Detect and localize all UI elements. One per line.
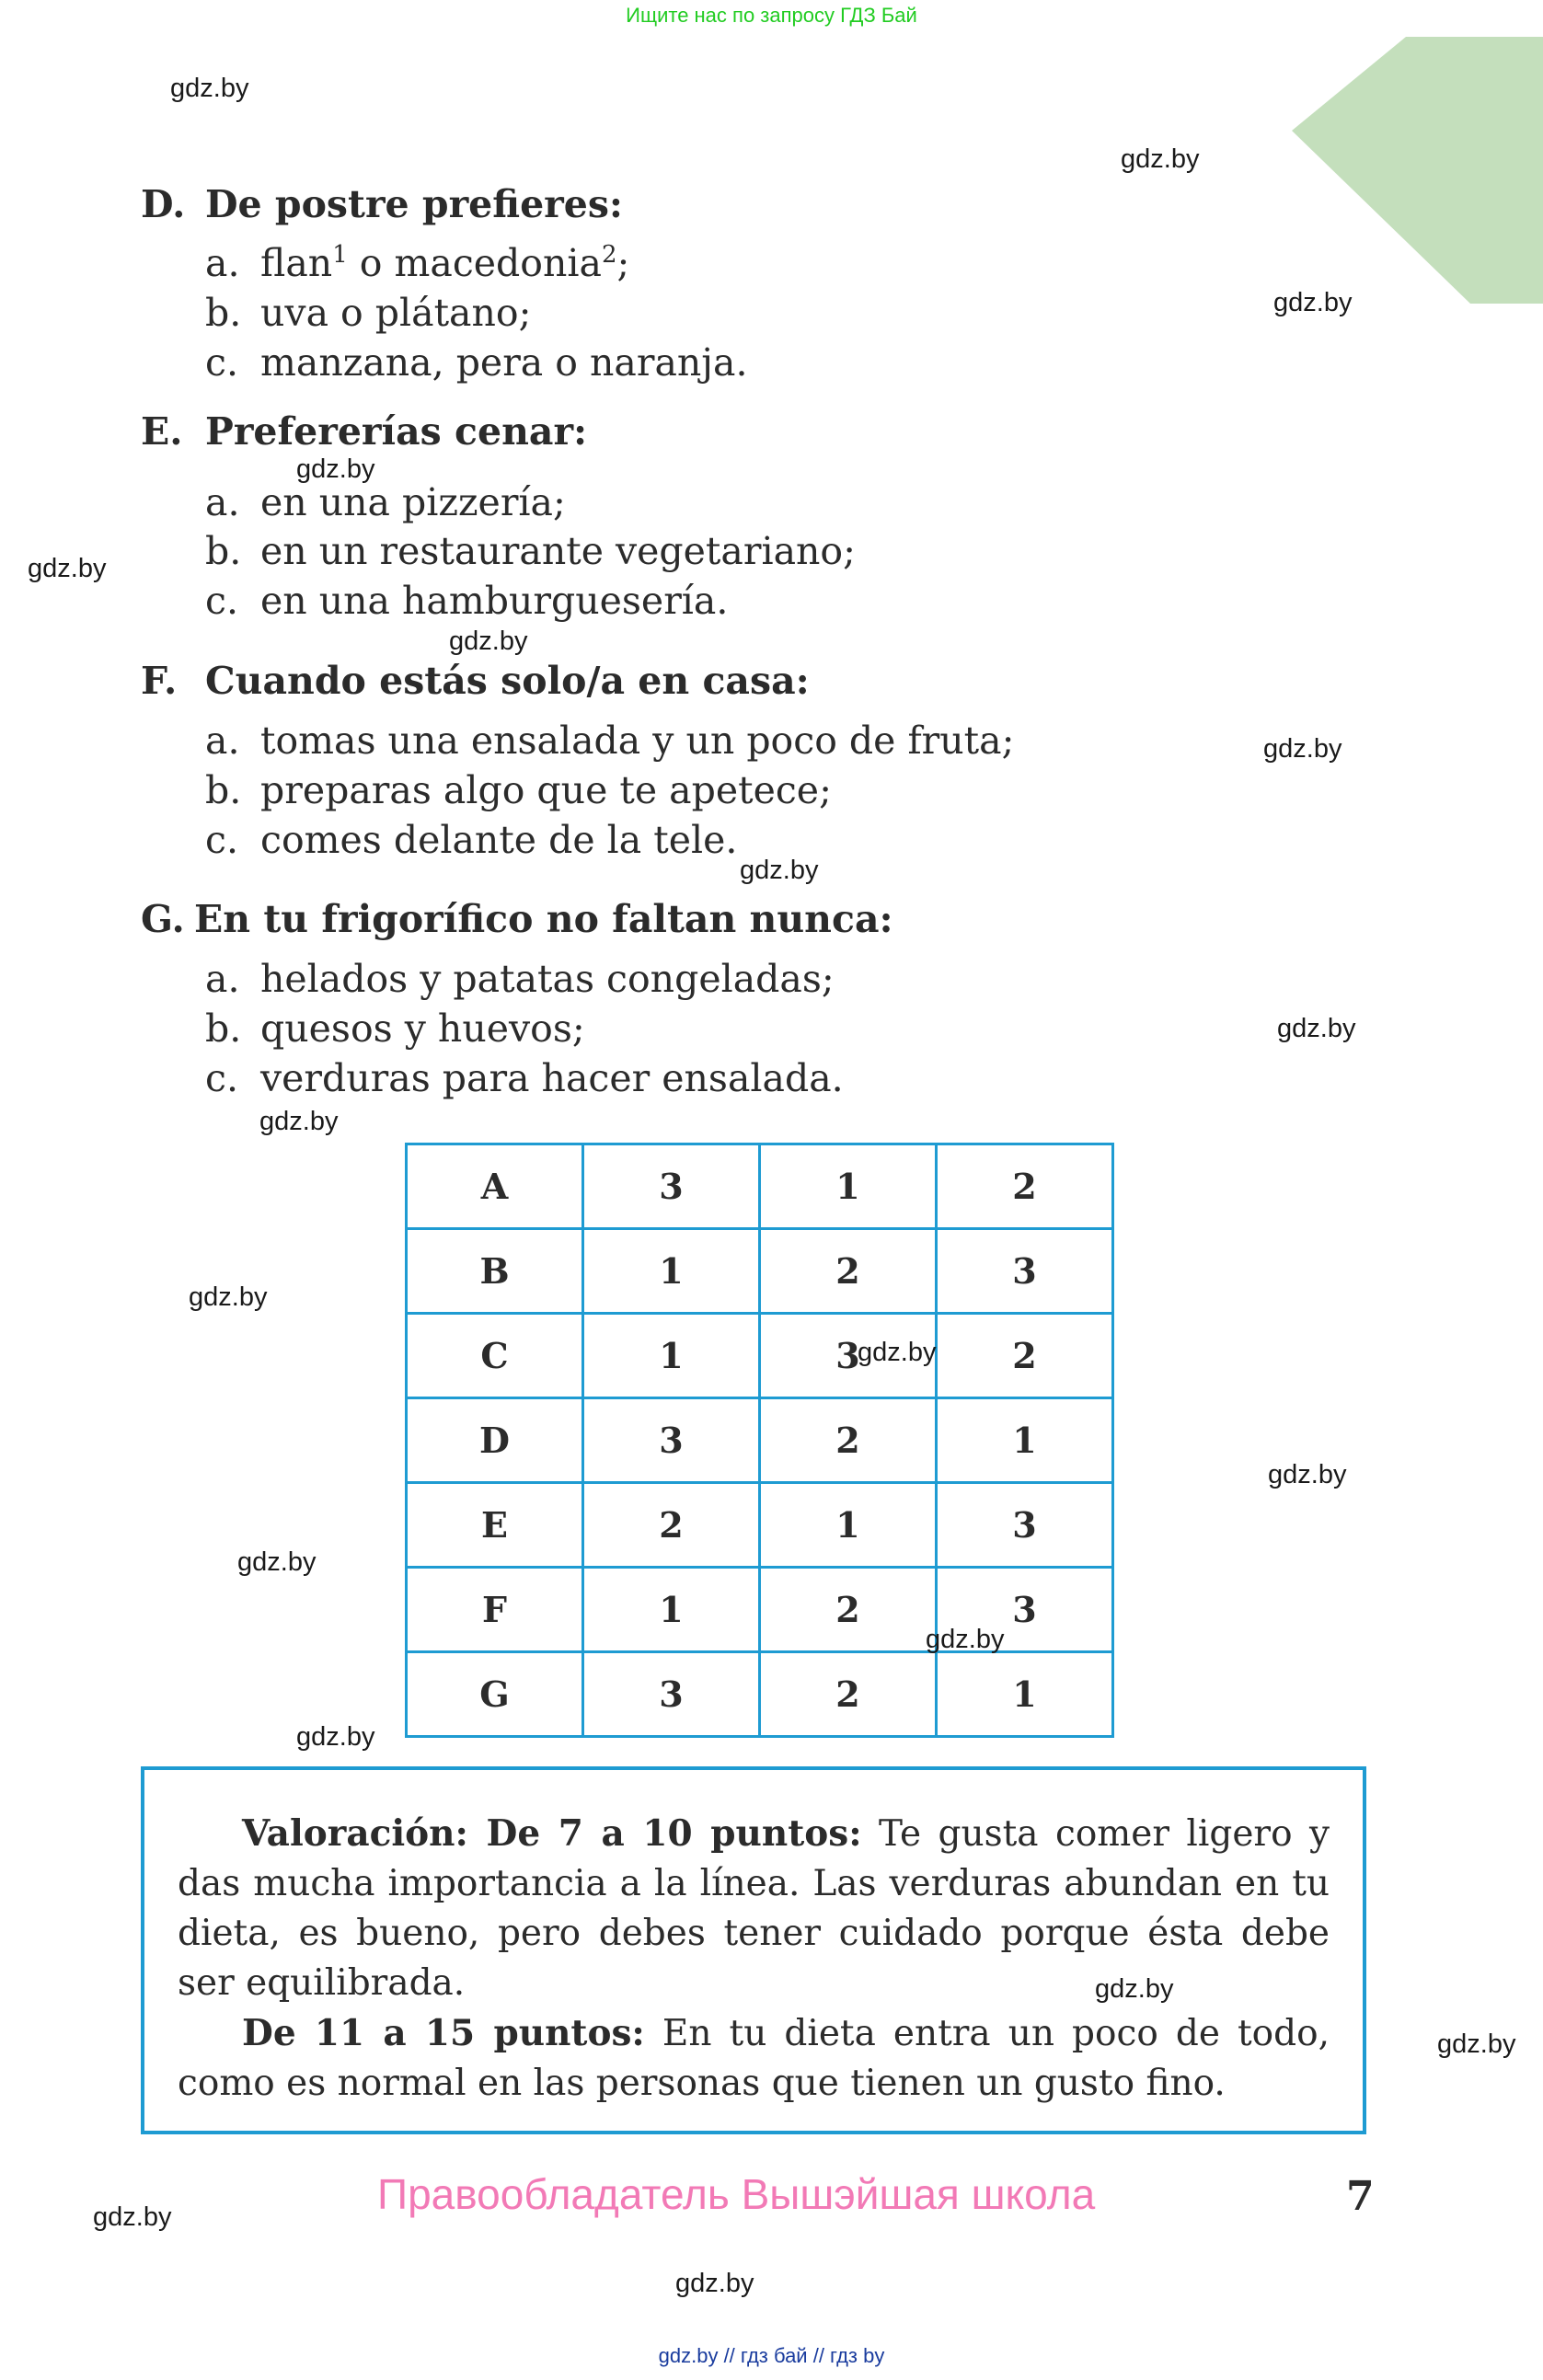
option-text-part: o macedonia [347, 241, 602, 285]
question-title: De postre prefieres: [205, 182, 624, 226]
score-table [405, 1143, 1114, 1738]
watermark: gdz.by [296, 454, 375, 484]
watermark: gdz.by [1273, 288, 1353, 317]
question-title: Prefererías cenar: [205, 409, 588, 454]
option-text: preparas algo que te apetece; [260, 768, 832, 812]
table-cell: 3 [937, 1229, 1113, 1314]
table-cell: 1 [760, 1483, 937, 1568]
question-g-heading [141, 897, 893, 941]
question-g-option-c [205, 1056, 844, 1100]
option-label: b. [205, 1006, 242, 1051]
question-g-option-a [205, 957, 835, 1001]
option-label: c. [205, 1056, 238, 1100]
table-row [407, 1568, 1113, 1652]
table-cell: 2 [937, 1144, 1113, 1229]
table-cell: 1 [937, 1652, 1113, 1737]
table-cell: 1 [583, 1229, 760, 1314]
watermark: gdz.by [449, 627, 528, 656]
valoracion-box [141, 1766, 1366, 2134]
question-title: Cuando estás solo/a en casa: [205, 659, 810, 703]
watermark: gdz.by [1095, 1974, 1174, 2004]
table-row [407, 1398, 1113, 1483]
table-cell: C [407, 1314, 583, 1398]
question-letter: G. [141, 897, 185, 941]
watermark: gdz.by [93, 2202, 172, 2232]
table-cell: A [407, 1144, 583, 1229]
question-d-option-c [205, 340, 747, 385]
footnote-ref: 2 [601, 241, 617, 269]
table-cell: D [407, 1398, 583, 1483]
option-text: en una pizzería; [260, 480, 566, 524]
option-text: manzana, pera o naranja. [260, 340, 748, 385]
valoracion-text: En tu dieta entra un poco de todo, como es normal en las personas que tienen un gusto fino. [178, 2013, 1330, 2104]
table-cell: 2 [937, 1314, 1113, 1398]
option-label: a. [205, 719, 240, 763]
question-g-option-b [205, 1006, 585, 1051]
question-letter: E. [141, 409, 183, 454]
question-title: En tu frigorífico no faltan nunca: [194, 897, 893, 941]
option-label: a. [205, 957, 240, 1001]
question-f-option-b [205, 768, 832, 812]
question-d-option-b [205, 291, 531, 335]
table-cell: 1 [760, 1144, 937, 1229]
option-text: comes delante de la tele. [260, 818, 738, 862]
corner-decoration [1277, 37, 1543, 304]
question-f-option-c [205, 818, 737, 862]
option-text: uva o plátano; [260, 291, 532, 335]
question-d-option-a [205, 241, 629, 285]
table-cell: 3 [583, 1652, 760, 1737]
table-cell: 1 [937, 1398, 1113, 1483]
rights-holder: Правообладатель Вышэйшая школа [377, 2170, 1096, 2218]
question-e-heading [141, 409, 587, 454]
option-text: quesos y huevos; [260, 1006, 585, 1051]
watermark: gdz.by [170, 74, 249, 103]
option-text: en una hamburguesería. [260, 579, 729, 623]
option-text-part: ; [616, 241, 630, 285]
table-cell: G [407, 1652, 583, 1737]
table-row [407, 1483, 1113, 1568]
watermark: gdz.by [1268, 1460, 1347, 1489]
watermark: gdz.by [1277, 1014, 1356, 1043]
table-cell: 1 [583, 1314, 760, 1398]
valoracion-text: Te gusta comer ligero y das mucha importancia a la línea. Las verduras abundan en tu dieta, es bueno, pero debes tener cuidado porque ésta debe ser equilibrada. [178, 1813, 1330, 2004]
table-row [407, 1229, 1113, 1314]
option-label: c. [205, 340, 238, 385]
watermark: gdz.by [237, 1547, 317, 1577]
question-f-heading [141, 659, 810, 703]
table-cell: 2 [760, 1398, 937, 1483]
page-number: 7 [1346, 2173, 1375, 2220]
question-f-option-a [205, 719, 1014, 763]
table-cell: 3 [583, 1144, 760, 1229]
table-row [407, 1144, 1113, 1229]
valoracion-heading: Valoración: De 7 a 10 puntos: [242, 1812, 862, 1855]
watermark: gdz.by [1263, 734, 1342, 764]
option-label: c. [205, 818, 238, 862]
option-label: b. [205, 768, 242, 812]
table-cell: 3 [937, 1568, 1113, 1652]
question-letter: D. [141, 182, 186, 226]
table-row [407, 1652, 1113, 1737]
option-text: en un restaurante vegetariano; [260, 529, 856, 573]
footer-links[interactable]: gdz.by // гдз бай // гдз by [658, 2344, 885, 2367]
watermark: gdz.by [1437, 2029, 1516, 2059]
question-e-option-b [205, 529, 856, 573]
question-letter: F. [141, 659, 178, 703]
question-e-option-a [205, 480, 566, 524]
watermark: gdz.by [926, 1625, 1005, 1654]
option-label: c. [205, 579, 238, 623]
watermark: gdz.by [28, 554, 107, 583]
option-label: b. [205, 529, 242, 573]
valoracion-paragraph-2 [178, 2008, 1330, 2109]
table-cell: F [407, 1568, 583, 1652]
watermark: gdz.by [858, 1338, 937, 1367]
top-search-banner: Ищите нас по запросу ГДЗ Бай [626, 4, 917, 27]
table-cell: E [407, 1483, 583, 1568]
corner-green-polygon [1292, 37, 1543, 304]
table-cell: 2 [760, 1229, 937, 1314]
table-row [407, 1314, 1113, 1398]
table-cell: 2 [760, 1652, 937, 1737]
table-cell: 3 [937, 1483, 1113, 1568]
option-label: a. [205, 480, 240, 524]
watermark: gdz.by [296, 1722, 375, 1752]
table-cell: 3 [760, 1314, 937, 1398]
watermark: gdz.by [259, 1107, 339, 1136]
valoracion-heading: De 11 a 15 puntos: [242, 2012, 645, 2054]
option-text: flan [260, 241, 333, 285]
watermark: gdz.by [675, 2269, 754, 2298]
table-cell: 2 [583, 1483, 760, 1568]
option-text: helados y patatas congeladas; [260, 957, 835, 1001]
footnote-ref: 1 [332, 241, 348, 269]
watermark: gdz.by [1121, 144, 1200, 174]
table-cell: 2 [760, 1568, 937, 1652]
option-text: tomas una ensalada y un poco de fruta; [260, 719, 1015, 763]
question-e-option-c [205, 579, 728, 623]
table-cell: 1 [583, 1568, 760, 1652]
option-label: b. [205, 291, 242, 335]
option-label: a. [205, 241, 240, 285]
option-text: verduras para hacer ensalada. [260, 1056, 844, 1100]
table-cell: 3 [583, 1398, 760, 1483]
watermark: gdz.by [740, 856, 819, 885]
question-d-heading [141, 182, 623, 226]
watermark: gdz.by [189, 1282, 268, 1312]
table-cell: B [407, 1229, 583, 1314]
